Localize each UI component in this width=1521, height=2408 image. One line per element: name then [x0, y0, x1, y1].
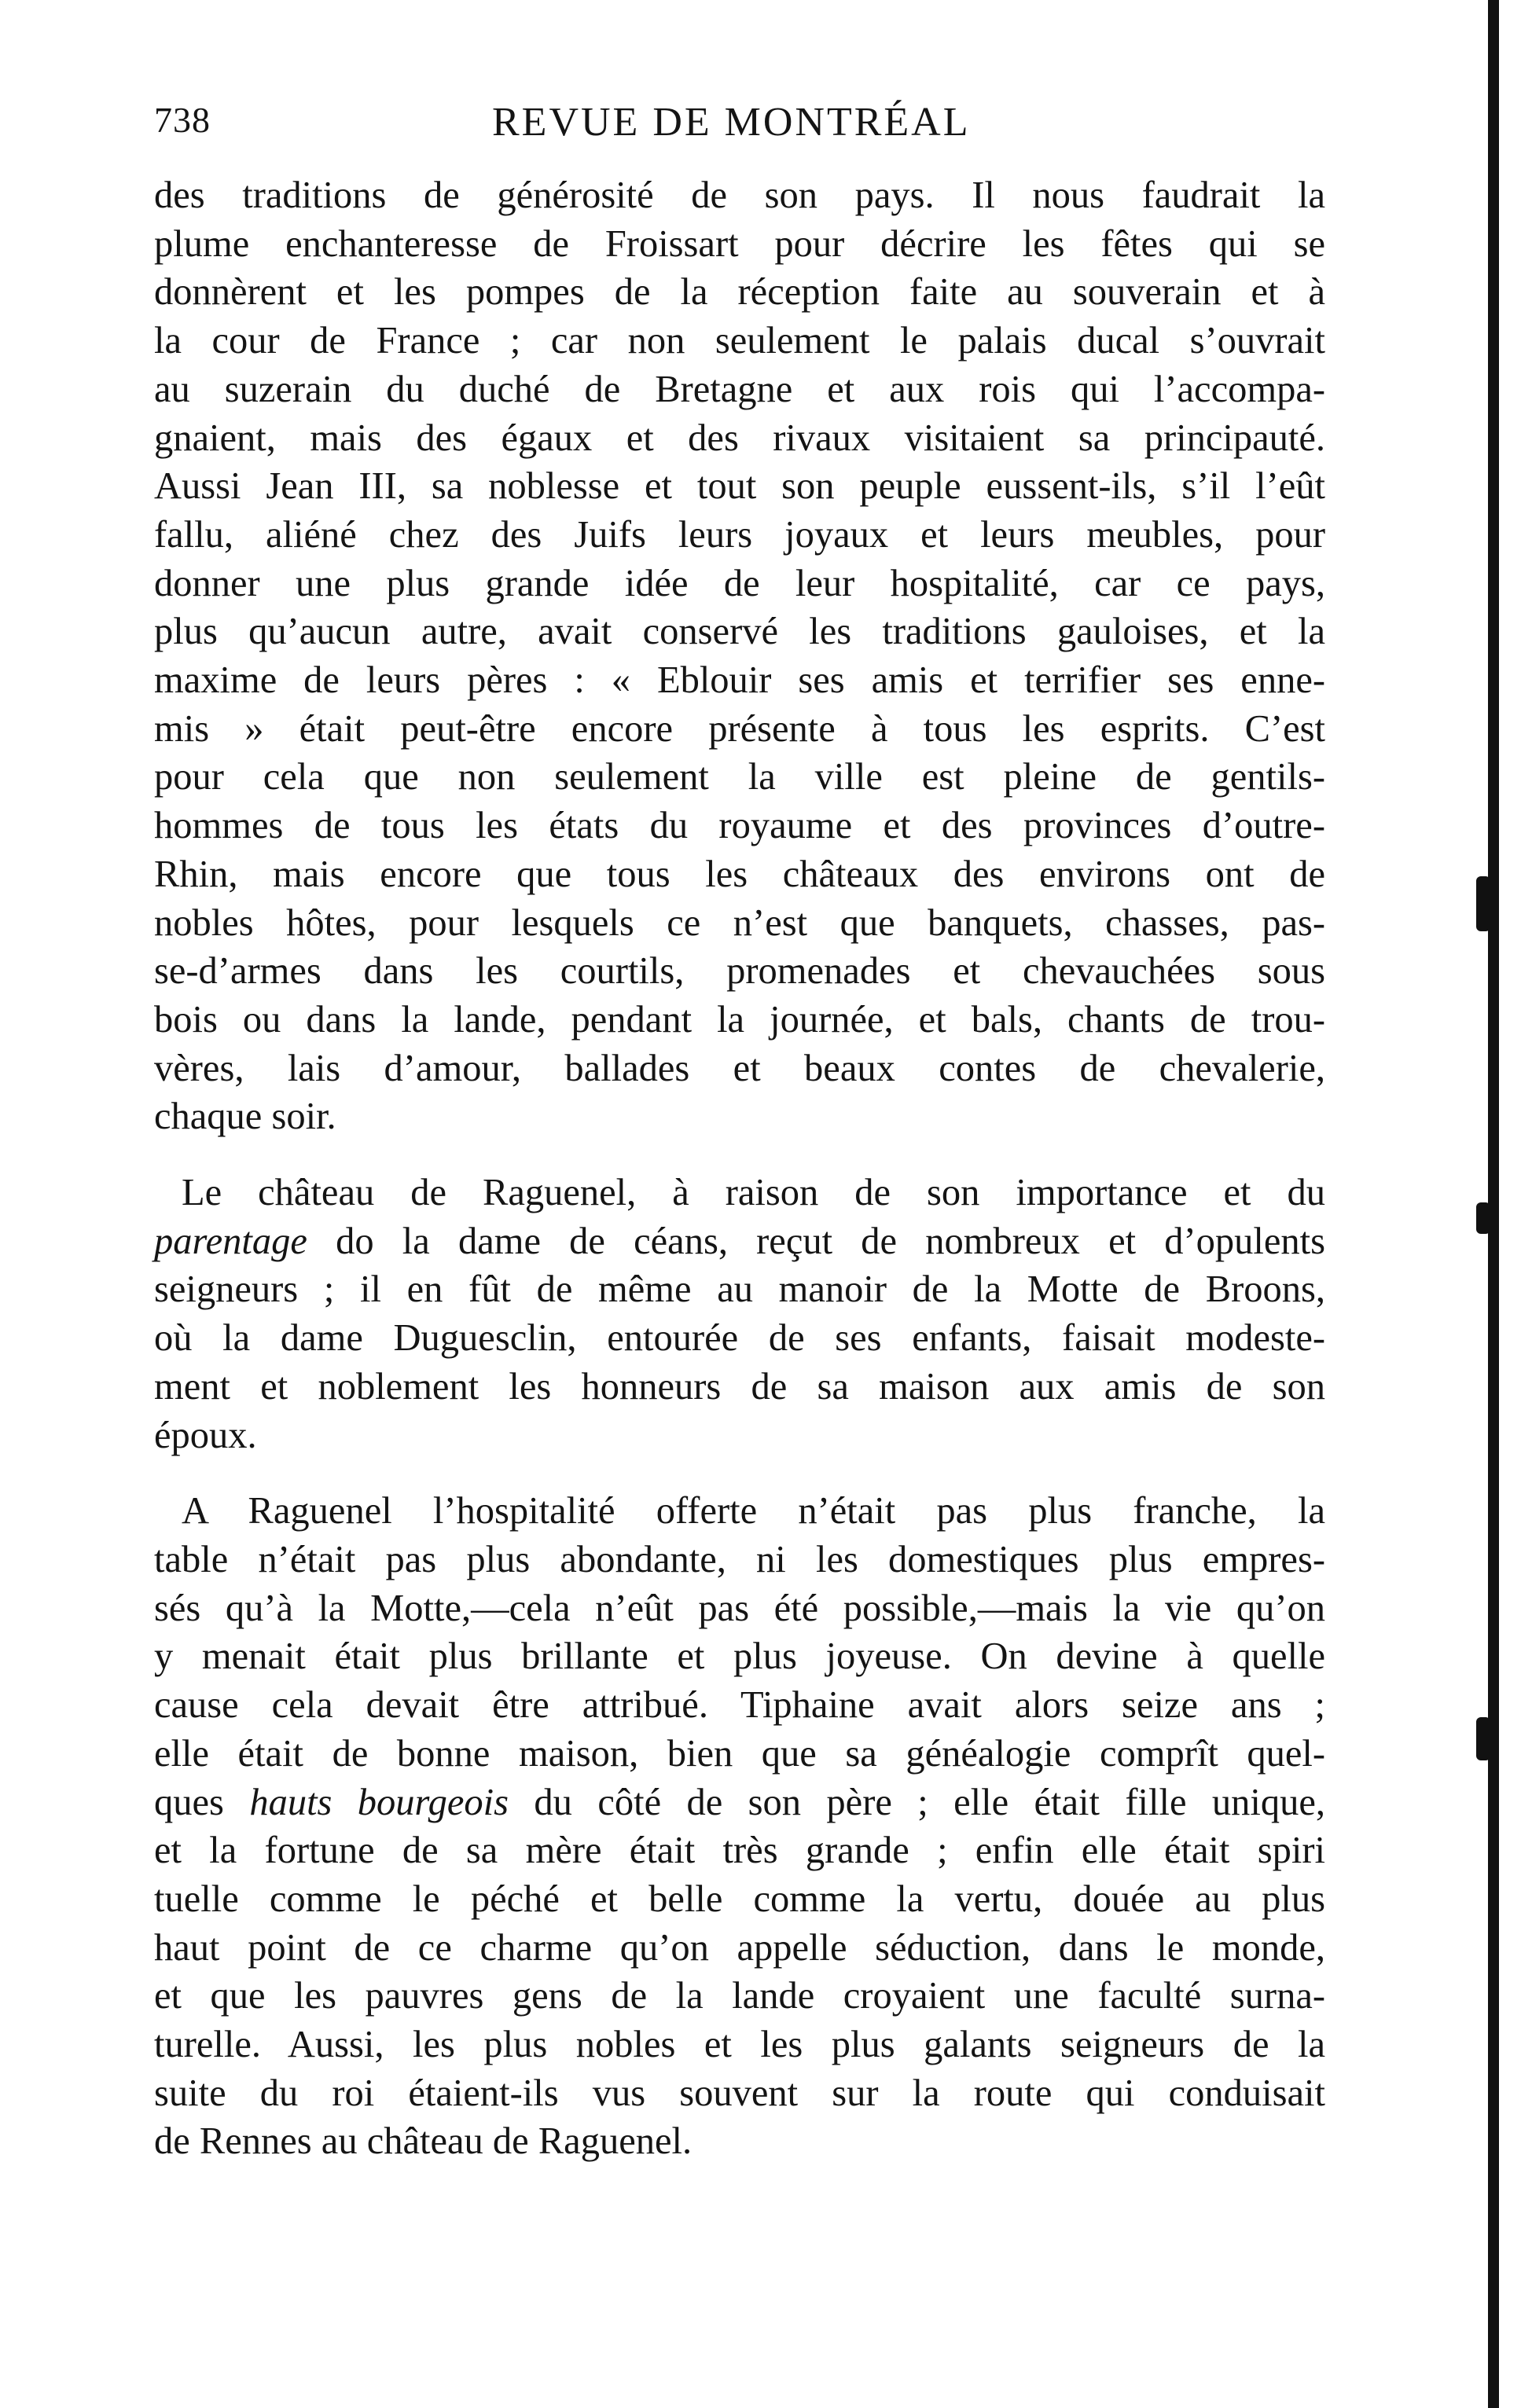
text-line: haut point de ce charme qu’on appelle séduction, dans le monde,: [154, 1926, 1325, 1969]
text-line: Aussi Jean III, sa noblesse et tout son peuple eussent-ils, s’il l’eût: [154, 465, 1325, 508]
text-line: [154, 1778, 1325, 1827]
text-line: cause cela devait être attribué. Tiphaine avait alors seize ans ;: [154, 1684, 1325, 1727]
text-line: hommes de tous les états du royaume et des provinces d’outre-: [154, 805, 1325, 847]
paragraph-2: [154, 1169, 1325, 1459]
text-line: des traditions de générosité de son pays. Il nous faudrait la: [154, 174, 1325, 216]
paragraph-1: [154, 171, 1325, 1141]
page-number: 738: [154, 100, 211, 140]
text-fragment: du côté de son père ; elle était fille unique,: [534, 1781, 1326, 1823]
text-line: gnaient, mais des égaux et des rivaux visitaient sa principauté.: [154, 417, 1325, 459]
text-line: A Raguenel l’hospitalité offerte n’était pas plus franche, la: [182, 1490, 1325, 1533]
running-title: REVUE DE MONTRÉAL: [492, 100, 971, 145]
text-line: de Rennes au château de Raguenel.: [154, 2120, 693, 2163]
text-line: mis » était peut-être encore présente à tous les esprits. C’est: [154, 707, 1325, 750]
text-fragment: ques: [154, 1781, 224, 1823]
paragraph-3: [154, 1487, 1325, 2166]
text-line: tuelle comme le péché et belle comme la vertu, douée au plus: [154, 1878, 1325, 1920]
text-line: turelle. Aussi, les plus nobles et les plus galants seigneurs de la: [154, 2024, 1325, 2066]
text-line: et que les pauvres gens de la lande croyaient une faculté surna-: [154, 1975, 1325, 2017]
body-text: [154, 171, 1325, 2166]
paragraph-gap: [154, 1459, 1325, 1487]
text-fragment: do la dame de céans, reçut de nombreux et d’opulents: [336, 1220, 1326, 1262]
text-line: [154, 1217, 1325, 1266]
text-line: chaque soir.: [154, 1096, 336, 1138]
binding-edge-mark: [1476, 1717, 1490, 1760]
text-line: au suzerain du duché de Bretagne et aux rois qui l’accompa-: [154, 368, 1325, 410]
text-line: plus qu’aucun autre, avait conservé les traditions gauloises, et la: [154, 611, 1325, 653]
paragraph-gap: [154, 1141, 1325, 1169]
text-line: table n’était pas plus abondante, ni les domestiques plus empres-: [154, 1538, 1325, 1580]
text-line: sés qu’à la Motte,—cela n’eût pas été possible,—mais la vie qu’on: [154, 1587, 1325, 1629]
text-line: et la fortune de sa mère était très grande ; enfin elle était spiri: [154, 1830, 1325, 1872]
text-line: plume enchanteresse de Froissart pour décrire les fêtes qui se: [154, 222, 1325, 265]
text-line: donnèrent et les pompes de la réception faite au souverain et à: [154, 271, 1325, 314]
text-line: la cour de France ; car non seulement le palais ducal s’ouvrait: [154, 320, 1325, 362]
text-line: fallu, aliéné chez des Juifs leurs joyaux et leurs meubles, pour: [154, 513, 1325, 556]
text-line: nobles hôtes, pour lesquels ce n’est que banquets, chasses, pas-: [154, 901, 1325, 944]
text-line: époux.: [154, 1414, 257, 1456]
text-line: se-d’armes dans les courtils, promenades et chevauchées sous: [154, 950, 1325, 993]
italic-word: parentage: [154, 1220, 307, 1262]
text-line: donner une plus grande idée de leur hospitalité, car ce pays,: [154, 562, 1325, 604]
italic-phrase: hauts bourgeois: [249, 1781, 509, 1823]
text-line: pour cela que non seulement la ville est pleine de gentils-: [154, 756, 1325, 798]
text-line: seigneurs ; il en fût de même au manoir de la Motte de Broons,: [154, 1268, 1325, 1311]
page-header: [154, 93, 1325, 156]
binding-edge-mark: [1476, 876, 1490, 931]
text-line: bois ou dans la lande, pendant la journée, et bals, chants de trou-: [154, 998, 1325, 1041]
text-line: Rhin, mais encore que tous les châteaux des environs ont de: [154, 853, 1325, 895]
binding-edge-mark: [1476, 1202, 1490, 1234]
text-line: maxime de leurs pères : « Eblouir ses amis et terrifier ses enne-: [154, 659, 1325, 702]
text-line: suite du roi étaient-ils vus souvent sur la route qui conduisait: [154, 2072, 1325, 2114]
text-line: vères, lais d’amour, ballades et beaux contes de chevalerie,: [154, 1047, 1325, 1089]
text-line: y menait était plus brillante et plus joyeuse. On devine à quelle: [154, 1635, 1325, 1678]
text-line: elle était de bonne maison, bien que sa généalogie comprît quel-: [154, 1732, 1325, 1775]
text-line: Le château de Raguenel, à raison de son importance et du: [182, 1172, 1325, 1214]
text-line: où la dame Duguesclin, entourée de ses enfants, faisait modeste-: [154, 1317, 1325, 1360]
text-line: ment et noblement les honneurs de sa maison aux amis de son: [154, 1365, 1325, 1408]
